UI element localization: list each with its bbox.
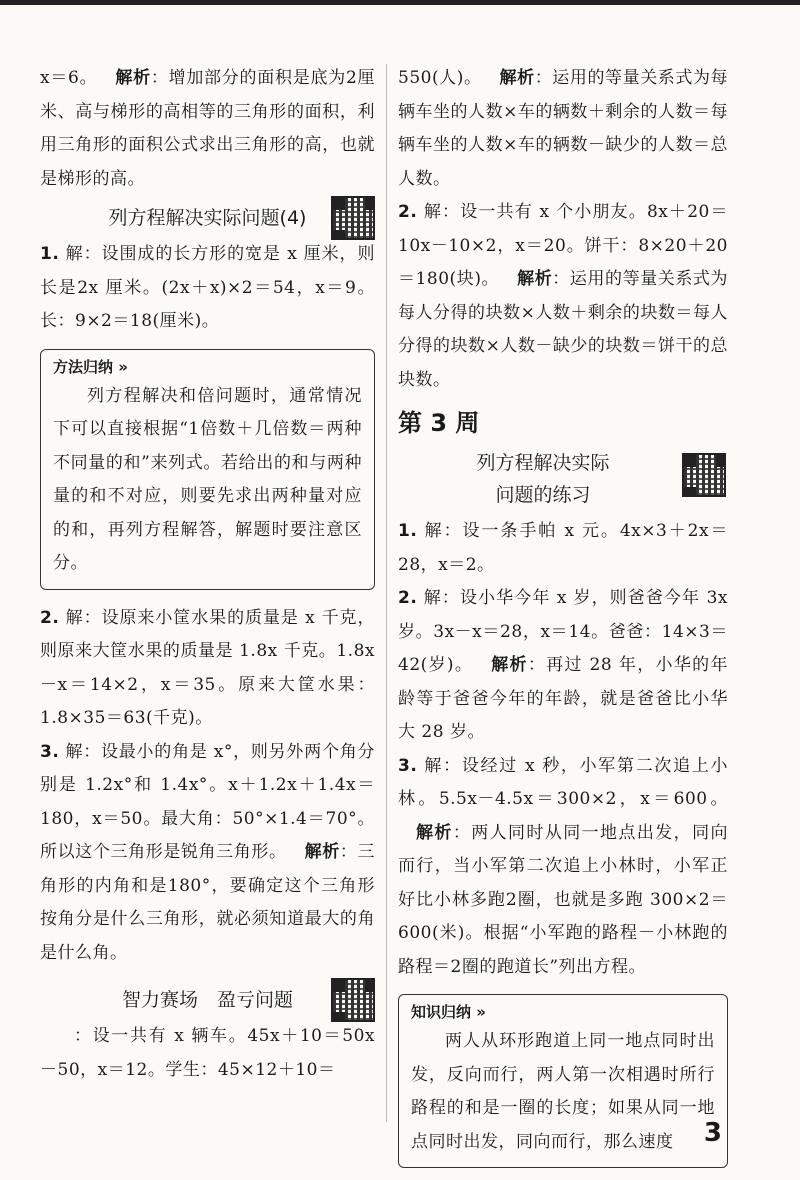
knowledge-summary-box <box>398 994 728 1168</box>
analysis-text: ：运用的等量关系式为每人分得的块数×人数＋剩余的块数＝每人分得的块数×人数－缺少的块数＝饼干的总块数。 <box>398 269 729 390</box>
question-3 <box>40 736 375 971</box>
question-2 <box>40 602 375 736</box>
answer-text: 550(人)。 <box>398 68 482 88</box>
answer-paragraph <box>398 62 728 196</box>
right-column <box>398 62 728 1180</box>
analysis-text: ：运用的等量关系式为每辆车坐的人数×车的辆数＋剩余的人数＝每辆车坐的人数×车的辆数－缺少的人数＝总人数。 <box>398 68 729 189</box>
analysis-text: ：再过 28 年，小华的年龄等于爸爸今年的年龄，就是爸爸比小华大 28 岁。 <box>398 655 728 742</box>
qr-code-icon <box>331 978 375 1022</box>
question-2 <box>398 196 728 397</box>
qr-code-icon <box>682 453 726 497</box>
question-number: 1. <box>398 521 418 541</box>
question-number: 2. <box>398 588 418 608</box>
question-text: 解：设最小的角是 x°，则另外两个角分别是 1.2x°和 1.4x°。x＋1.2x＋1.4x＝180，x＝50。最大角：50°×1.4＝70°。所以这个三角形是锐角三角形。 <box>40 741 375 862</box>
analysis-keyword: 解析 <box>304 842 340 862</box>
section-title <box>40 984 375 1016</box>
section-title <box>40 202 375 234</box>
question-text: 解：设原来小筐水果的质量是 x 千克，则原来大筐水果的质量是 1.8x 千克。1.8x－x＝14×2，x＝35。原来大筐水果：1.8×35＝63(千克)。 <box>40 607 375 728</box>
top-border <box>0 0 800 5</box>
question-number: 3. <box>398 755 418 776</box>
analysis-keyword: 解析 <box>416 822 453 843</box>
qr-code-icon <box>331 196 375 240</box>
question-text: 解：设一共有 x 个小朋友。8x＋20＝10x－10×2，x＝20。饼干：8×20＋20＝180(块)。 <box>398 202 728 289</box>
section-title-line-1: 列方程解决实际 <box>476 452 610 474</box>
box-title: 知识归纳 » <box>411 1003 486 1021</box>
question-number: 1. <box>40 244 60 264</box>
answer-paragraph <box>40 62 375 196</box>
box-text: 两人从环形跑道上同一地点同时出发，反向而行，两人第一次相遇时所行路程的和是一圈的长度；如果从同一地点同时出发，同向而行，那么速度 <box>411 1031 715 1152</box>
question-text: 解：设小华今年 x 岁，则爸爸今年 3x 岁。3x－x＝28，x＝14。爸爸：14×3＝42(岁)。 <box>398 588 729 675</box>
analysis-text: ：增加部分的面积是底为2厘米、高与梯形的高相等的三角形的面积，利用三角形的面积公式求出三角形的高，也就是梯形的高。 <box>40 68 376 189</box>
question-number: 2. <box>40 607 60 628</box>
answer-paragraph: ：设一共有 x 辆车。45x＋10＝50x－50，x＝12。学生：45×12＋10＝ <box>40 1026 375 1080</box>
question-text: 解：设围成的长方形的宽是 x 厘米，则长是2x 厘米。(2x＋x)×2＝54，x＝9。长：9×2＝18(厘米)。 <box>40 244 375 331</box>
page-number: 3 <box>703 1118 722 1148</box>
analysis-keyword: 解析 <box>499 68 535 88</box>
section-title-text: 智力赛场 盈亏问题 <box>121 989 293 1011</box>
left-column <box>40 62 375 1087</box>
analysis-keyword: 解析 <box>491 655 528 675</box>
column-divider <box>386 64 387 1122</box>
analysis-text: ：两人同时从同一地点出发，同向而行，当小军第二次追上小林时，小军正好比小林多跑2圈，也就是多跑 300×2＝600(米)。根据“小军跑的路程－小林跑的路程＝2圈的跑道长”列出方程。 <box>398 822 728 977</box>
section-title <box>398 447 688 511</box>
question-number: 2. <box>398 202 418 222</box>
section-title-line-2: 问题的练习 <box>495 484 591 506</box>
week-question-1 <box>398 515 728 582</box>
analysis-text: ：三角形的内角和是180°，要确定这个三角形按角分是什么三角形，就必须知道最大的角是什么角。 <box>40 842 376 963</box>
answer-text: x＝6。 <box>40 68 98 88</box>
box-text: 列方程解决和倍问题时，通常情况下可以直接根据“1倍数＋几倍数＝两种不同量的和”来列式。若给出的和与两种量的和不对应，则要先求出两种量对应的和，再列方程解答，解题时要注意区分。 <box>53 385 362 573</box>
week-title: 第 3 周 <box>398 409 480 437</box>
section-title-text: 列方程解决实际问题(4) <box>108 207 307 229</box>
week-question-2 <box>398 582 728 750</box>
analysis-keyword: 解析 <box>115 68 151 88</box>
week-question-3 <box>398 750 728 985</box>
analysis-keyword: 解析 <box>517 269 553 289</box>
box-title: 方法归纳 » <box>53 357 128 376</box>
question-1 <box>40 238 375 339</box>
question-text: 解：设经过 x 秒，小军第二次追上小林。5.5x－4.5x＝300×2，x＝600。 <box>398 755 728 809</box>
method-summary-box <box>40 349 375 590</box>
question-text: 解：设一条手帕 x 元。4x×3＋2x＝28，x＝2。 <box>398 521 728 575</box>
question-number: 3. <box>40 741 60 762</box>
